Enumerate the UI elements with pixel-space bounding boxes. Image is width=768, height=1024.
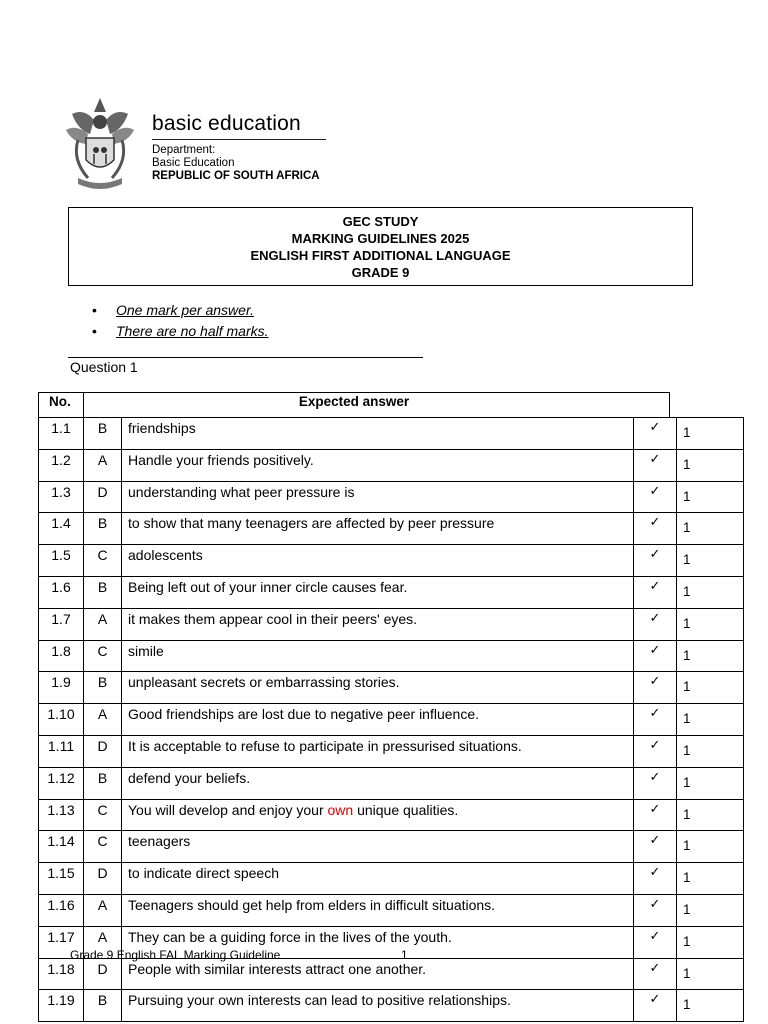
- note-item: • One mark per answer.: [92, 300, 269, 321]
- answer-option: D: [84, 481, 122, 513]
- question-divider: [68, 357, 423, 358]
- checkmark-icon: ✓: [634, 481, 677, 513]
- answer-option: B: [84, 576, 122, 608]
- title-line-1: GEC STUDY: [342, 214, 419, 229]
- expected-answer: It is acceptable to refuse to participate in pressurised situations.: [122, 735, 634, 767]
- expected-answer: unpleasant secrets or embarrassing stories.: [122, 672, 634, 704]
- answer-table: [38, 417, 744, 1022]
- answer-option: B: [84, 672, 122, 704]
- question-number: 1.5: [39, 545, 84, 577]
- checkmark-icon: ✓: [634, 958, 677, 990]
- checkmark-icon: ✓: [634, 990, 677, 1022]
- mark-value: 1: [677, 576, 744, 608]
- title-line-3: ENGLISH FIRST ADDITIONAL LANGUAGE: [250, 248, 511, 263]
- checkmark-icon: ✓: [634, 418, 677, 450]
- bullet-icon: •: [92, 302, 97, 318]
- answer-option: B: [84, 418, 122, 450]
- table-row: [39, 481, 744, 513]
- table-row: [39, 545, 744, 577]
- mark-value: 1: [677, 958, 744, 990]
- answer-option: A: [84, 894, 122, 926]
- answer-option: C: [84, 831, 122, 863]
- mark-value: 1: [677, 926, 744, 958]
- question-number: 1.13: [39, 799, 84, 831]
- table-row: [39, 831, 744, 863]
- answer-highlight: own: [327, 801, 354, 818]
- expected-answer: Being left out of your inner circle causes fear.: [122, 576, 634, 608]
- question-number: 1.7: [39, 608, 84, 640]
- answer-option: B: [84, 990, 122, 1022]
- answer-option: B: [84, 767, 122, 799]
- mark-value: 1: [677, 735, 744, 767]
- checkmark-icon: ✓: [634, 926, 677, 958]
- brand-title: basic education: [152, 112, 301, 135]
- mark-value: 1: [677, 863, 744, 895]
- mark-value: 1: [677, 545, 744, 577]
- expected-answer: friendships: [122, 418, 634, 450]
- table-row: [39, 449, 744, 481]
- table-row: [39, 640, 744, 672]
- table-row: [39, 513, 744, 545]
- marking-notes: [92, 300, 269, 342]
- checkmark-icon: ✓: [634, 863, 677, 895]
- mark-value: 1: [677, 799, 744, 831]
- expected-answer: [122, 799, 634, 831]
- question-number: 1.4: [39, 513, 84, 545]
- expected-answer: They can be a guiding force in the lives of the youth.: [122, 926, 634, 958]
- table-header: [38, 392, 670, 418]
- question-number: 1.19: [39, 990, 84, 1022]
- table-row: [39, 990, 744, 1022]
- column-header-no: No.: [49, 394, 71, 409]
- answer-option: A: [84, 608, 122, 640]
- table-row: [39, 894, 744, 926]
- table-row: [39, 576, 744, 608]
- expected-answer: Good friendships are lost due to negative peer influence.: [122, 704, 634, 736]
- table-row: [39, 958, 744, 990]
- checkmark-icon: ✓: [634, 799, 677, 831]
- mark-value: 1: [677, 640, 744, 672]
- mark-value: 1: [677, 990, 744, 1022]
- question-number: 1.2: [39, 449, 84, 481]
- expected-answer: simile: [122, 640, 634, 672]
- question-number: 1.12: [39, 767, 84, 799]
- question-number: 1.8: [39, 640, 84, 672]
- mark-value: 1: [677, 481, 744, 513]
- checkmark-icon: ✓: [634, 831, 677, 863]
- checkmark-icon: ✓: [634, 672, 677, 704]
- checkmark-icon: ✓: [634, 735, 677, 767]
- question-number: 1.6: [39, 576, 84, 608]
- question-number: 1.10: [39, 704, 84, 736]
- question-number: 1.1: [39, 418, 84, 450]
- question-number: 1.14: [39, 831, 84, 863]
- answer-option: A: [84, 926, 122, 958]
- answer-text: You will develop and enjoy your: [128, 801, 328, 818]
- mark-value: 1: [677, 672, 744, 704]
- expected-answer: Pursuing your own interests can lead to positive relationships.: [122, 990, 634, 1022]
- table-row: [39, 799, 744, 831]
- checkmark-icon: ✓: [634, 640, 677, 672]
- expected-answer: teenagers: [122, 831, 634, 863]
- mark-value: 1: [677, 608, 744, 640]
- answer-option: D: [84, 735, 122, 767]
- mark-value: 1: [677, 767, 744, 799]
- expected-answer: adolescents: [122, 545, 634, 577]
- answer-text: unique qualities.: [353, 801, 459, 818]
- title-line-4: GRADE 9: [351, 265, 410, 280]
- answer-option: D: [84, 863, 122, 895]
- table-row: [39, 735, 744, 767]
- question-number: 1.17: [39, 926, 84, 958]
- expected-answer: defend your beliefs.: [122, 767, 634, 799]
- answer-option: A: [84, 704, 122, 736]
- question-number: 1.9: [39, 672, 84, 704]
- mark-value: 1: [677, 513, 744, 545]
- mark-value: 1: [677, 831, 744, 863]
- footer-text: Grade 9 English FAL Marking Guideline: [70, 948, 281, 962]
- question-label: Question 1: [70, 359, 138, 375]
- checkmark-icon: ✓: [634, 704, 677, 736]
- title-line-2: MARKING GUIDELINES 2025: [291, 231, 470, 246]
- answer-option: C: [84, 799, 122, 831]
- question-number: 1.15: [39, 863, 84, 895]
- checkmark-icon: ✓: [634, 894, 677, 926]
- department-logo: [64, 94, 344, 194]
- checkmark-icon: ✓: [634, 767, 677, 799]
- checkmark-icon: ✓: [634, 576, 677, 608]
- answer-option: A: [84, 449, 122, 481]
- column-header-expected: Expected answer: [298, 394, 410, 409]
- brand-country: REPUBLIC OF SOUTH AFRICA: [152, 170, 320, 182]
- mark-value: 1: [677, 894, 744, 926]
- note-item: • There are no half marks.: [92, 321, 269, 342]
- coat-of-arms-icon: [64, 94, 136, 194]
- checkmark-icon: ✓: [634, 545, 677, 577]
- answer-option: C: [84, 545, 122, 577]
- expected-answer: it makes them appear cool in their peers' eyes.: [122, 608, 634, 640]
- question-number: 1.18: [39, 958, 84, 990]
- table-row: [39, 672, 744, 704]
- checkmark-icon: ✓: [634, 513, 677, 545]
- answer-option: C: [84, 640, 122, 672]
- table-row: [39, 767, 744, 799]
- bullet-icon: •: [92, 323, 97, 339]
- page-number: 1: [401, 948, 408, 962]
- question-number: 1.3: [39, 481, 84, 513]
- checkmark-icon: ✓: [634, 608, 677, 640]
- expected-answer: Teenagers should get help from elders in difficult situations.: [122, 894, 634, 926]
- table-row: [39, 418, 744, 450]
- expected-answer: Handle your friends positively.: [122, 449, 634, 481]
- checkmark-icon: ✓: [634, 449, 677, 481]
- brand-basic-education: Basic Education: [152, 157, 235, 169]
- mark-value: 1: [677, 418, 744, 450]
- question-number: 1.16: [39, 894, 84, 926]
- expected-answer: understanding what peer pressure is: [122, 481, 634, 513]
- expected-answer: People with similar interests attract one another.: [122, 958, 634, 990]
- table-row: [39, 704, 744, 736]
- brand-department: Department:: [152, 144, 216, 156]
- brand-divider: [152, 139, 326, 140]
- title-box: [68, 207, 693, 286]
- answer-option: D: [84, 958, 122, 990]
- answer-option: B: [84, 513, 122, 545]
- mark-value: 1: [677, 704, 744, 736]
- mark-value: 1: [677, 449, 744, 481]
- expected-answer: to show that many teenagers are affected by peer pressure: [122, 513, 634, 545]
- table-row: [39, 863, 744, 895]
- table-row: [39, 608, 744, 640]
- question-number: 1.11: [39, 735, 84, 767]
- expected-answer: to indicate direct speech: [122, 863, 634, 895]
